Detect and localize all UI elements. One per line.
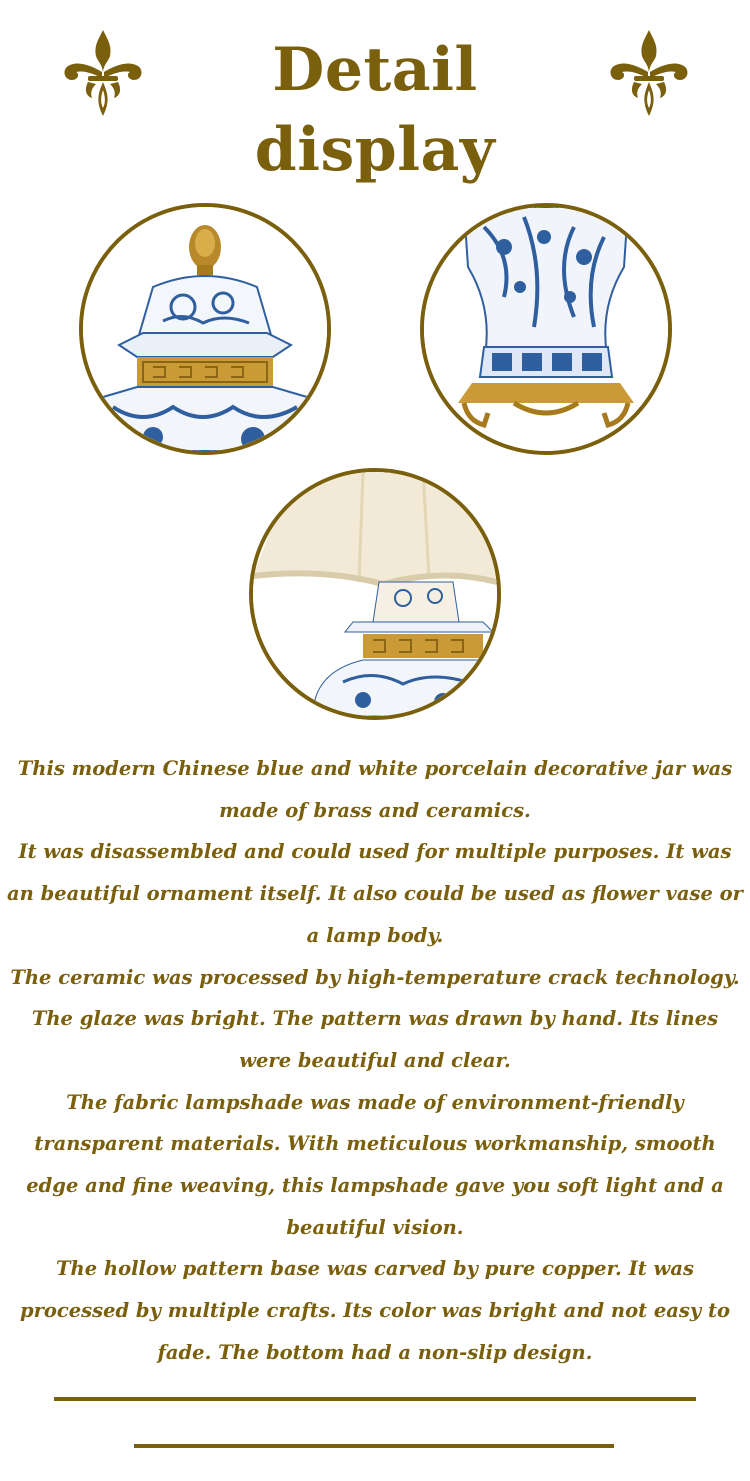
description-paragraph: It was disassembled and could used for multiple purposes. It was an beautiful ornament itself. It also could be used as flower vase or a lamp body. [7,840,743,947]
base-illustration [424,207,668,451]
divider-line [134,1444,614,1448]
description-paragraph: This modern Chinese blue and white porcelain decorative jar was made of brass and ceramics. [17,757,733,822]
lampshade-illustration [253,472,497,716]
description-paragraph: The fabric lampshade was made of environment-friendly transparent materials. With meticulous workmanship, smooth edge and fine weaving, this lampshade gave you soft light and a beautiful vision. [26,1090,724,1239]
description-paragraph: The ceramic was processed by high-temperature crack technology. The glaze was bright. The pattern was drawn by hand. Its lines were beautiful and clear. [10,965,740,1072]
divider-line [54,1397,696,1401]
detail-photo-lampshade [249,468,501,720]
fleur-de-lis-icon [604,28,694,118]
detail-photo-base [420,203,672,455]
detail-photo-lid [79,203,331,455]
lid-illustration [83,207,327,451]
product-description [0,748,750,1374]
page-title: Detail display [254,35,496,185]
header [0,0,750,185]
description-paragraph: The hollow pattern base was carved by pure copper. It was processed by multiple crafts. Its color was bright and not easy to fade. The bottom had a non-slip design. [19,1257,731,1364]
fleur-de-lis-icon [58,28,148,118]
